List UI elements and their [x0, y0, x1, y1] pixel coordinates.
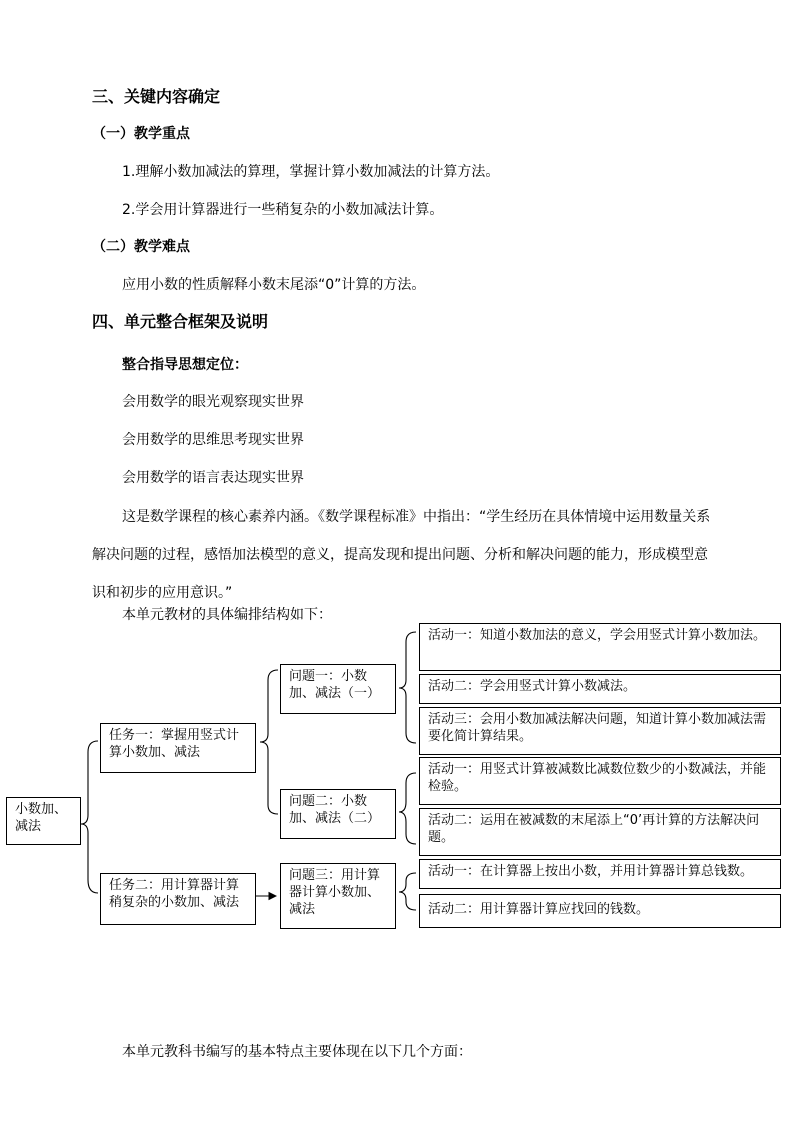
- task-1-node: [100, 723, 256, 773]
- q1-activity-2-label: 活动二：学会用竖式计算小数减法。: [428, 679, 637, 694]
- features-intro: 本单元教科书编写的基本特点主要体现在以下几个方面：: [122, 1044, 472, 1060]
- task-1-label: 任务一：掌握用竖式计算小数加、减法: [109, 728, 240, 760]
- q1-activity-1-label: 活动一：知道小数加法的意义，学会用竖式计算小数加法。: [428, 628, 767, 643]
- q1-activity-2: [419, 674, 781, 704]
- q3-activity-2: [419, 894, 781, 928]
- teaching-focus-heading: （一）教学重点: [92, 126, 190, 142]
- question-1-label: 问题一：小数加、减法（一）: [289, 669, 381, 701]
- task-2-label: 任务二：用计算器计算稍复杂的小数加、减法: [109, 878, 240, 910]
- focus-item-1: 1.理解小数加减法的算理，掌握计算小数加减法的计算方法。: [122, 164, 500, 180]
- structure-intro: 本单元教材的具体编排结构如下：: [122, 607, 332, 623]
- q1-activity-3-label: 活动三：会用小数加减法解决问题，知道计算小数加减法需要化简计算结果。: [428, 712, 767, 744]
- guide-label: 整合指导思想定位：: [122, 357, 248, 373]
- q3-activity-1: [419, 859, 781, 889]
- difficulty-text: 应用小数的性质解释小数末尾添“0”计算的方法。: [122, 277, 426, 293]
- q1-activity-3: [419, 707, 781, 755]
- question-3-node: [280, 863, 396, 929]
- standard-paragraph: 这是数学课程的核心素养内涵。《数学课程标准》中指出：“学生经历在具体情境中运用数量关系解决问题的过程，感悟加法模型的意义，提高发现和提出问题、分析和解决问题的能力，形成模型意识和初步的应用意识。”: [92, 509, 711, 601]
- q2-activity-1-label: 活动一：用竖式计算被减数比减数位数少的小数减法，并能检验。: [428, 762, 767, 794]
- q2-activity-2-label: 活动二：运用在被减数的末尾添上“0’再计算的方法解决问题。: [428, 813, 760, 845]
- question-1-node: [280, 664, 396, 714]
- question-2-node: [280, 789, 396, 839]
- teaching-difficulty-heading: （二）教学难点: [92, 239, 190, 255]
- section-3-heading: 三、关键内容确定: [92, 87, 221, 106]
- q2-activity-2: [419, 808, 781, 856]
- q3-activity-2-label: 活动二：用计算器计算应找回的钱数。: [428, 902, 650, 917]
- root-node-label: 小数加、减法: [15, 802, 68, 834]
- section-4-heading: 四、单元整合框架及说明: [92, 312, 269, 331]
- question-3-label: 问题三：用计算器计算小数加、减法: [289, 868, 381, 917]
- q1-activity-1: [419, 623, 781, 671]
- q3-activity-1-label: 活动一：在计算器上按出小数，并用计算器计算总钱数。: [428, 864, 754, 879]
- guide-item-2: 会用数学的思维思考现实世界: [122, 432, 304, 448]
- guide-item-3: 会用数学的语言表达现实世界: [122, 470, 304, 486]
- root-node: [6, 797, 81, 845]
- question-2-label: 问题二：小数加、减法（二）: [289, 794, 381, 826]
- task-2-node: [100, 873, 256, 925]
- guide-item-1: 会用数学的眼光观察现实世界: [122, 394, 304, 410]
- q2-activity-1: [419, 757, 781, 805]
- focus-item-2: 2.学会用计算器进行一些稍复杂的小数加减法计算。: [122, 202, 444, 218]
